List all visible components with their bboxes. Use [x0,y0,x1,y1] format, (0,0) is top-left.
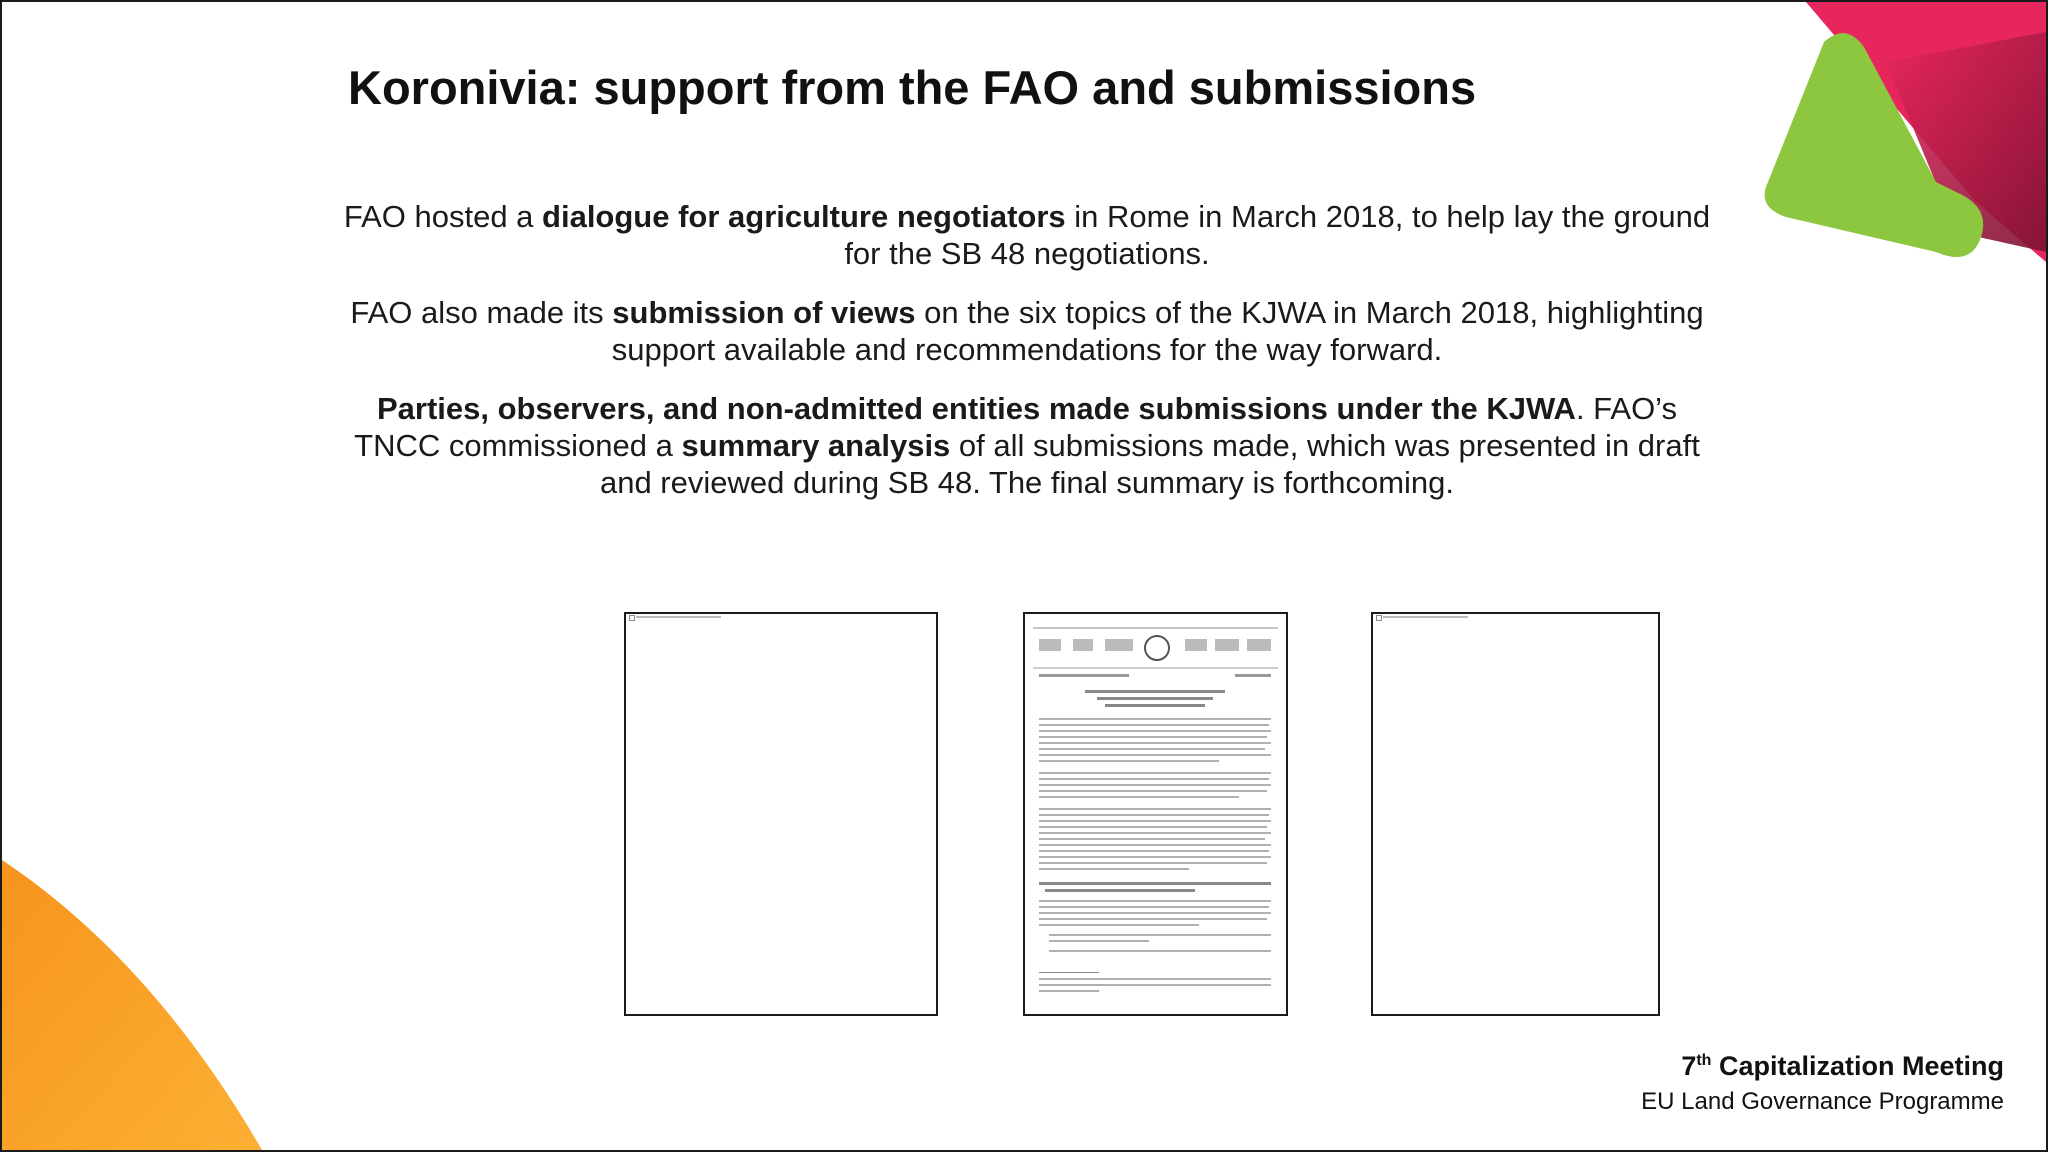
text-segment: FAO hosted a [343,199,543,234]
bold-segment: summary analysis [681,428,951,463]
slide-body [332,198,1722,523]
paragraph-dialogue [332,198,1722,272]
meeting-name [1641,1051,2004,1082]
document-thumbnails [2,612,2046,1022]
text-segment: . FAO’s TNCC commissioned a [354,391,1678,463]
meeting-ordinal-suffix: th [1696,1052,1712,1069]
meeting-label: Capitalization Meeting [1718,1051,2004,1081]
text-segment: of all submissions made, which was presented in draft and reviewed during SB 48. The final summary is forthcoming. [599,428,1700,500]
text-segment: in Rome in March 2018, to help lay the ground for the SB 48 negotiations. [844,199,1711,271]
slide-title: Koronivia: support from the FAO and submissions [348,61,1477,114]
fao-submission-thumbnail [1023,612,1288,1016]
document-page-preview [1025,614,1286,1014]
paragraph-submission [332,294,1722,368]
paragraph-parties [332,390,1722,501]
decorative-arrow-shape [1746,2,2046,342]
bold-segment: dialogue for agriculture negotiators [542,199,1066,234]
bold-segment: submission of views [612,295,916,330]
blank-document-thumbnail [624,612,938,1016]
meeting-ordinal: 7 [1681,1051,1697,1081]
slide-footer [1641,1051,2004,1116]
bold-segment: Parties, observers, and non-admitted entities made submissions under the KJWA [376,391,1576,426]
blank-document-thumbnail [1371,612,1660,1016]
programme-name: EU Land Governance Programme [1641,1088,2004,1115]
text-segment: FAO also made its [350,295,613,330]
text-segment: on the six topics of the KJWA in March 2018, highlighting support available and recommendations for the way forward. [611,295,1704,367]
